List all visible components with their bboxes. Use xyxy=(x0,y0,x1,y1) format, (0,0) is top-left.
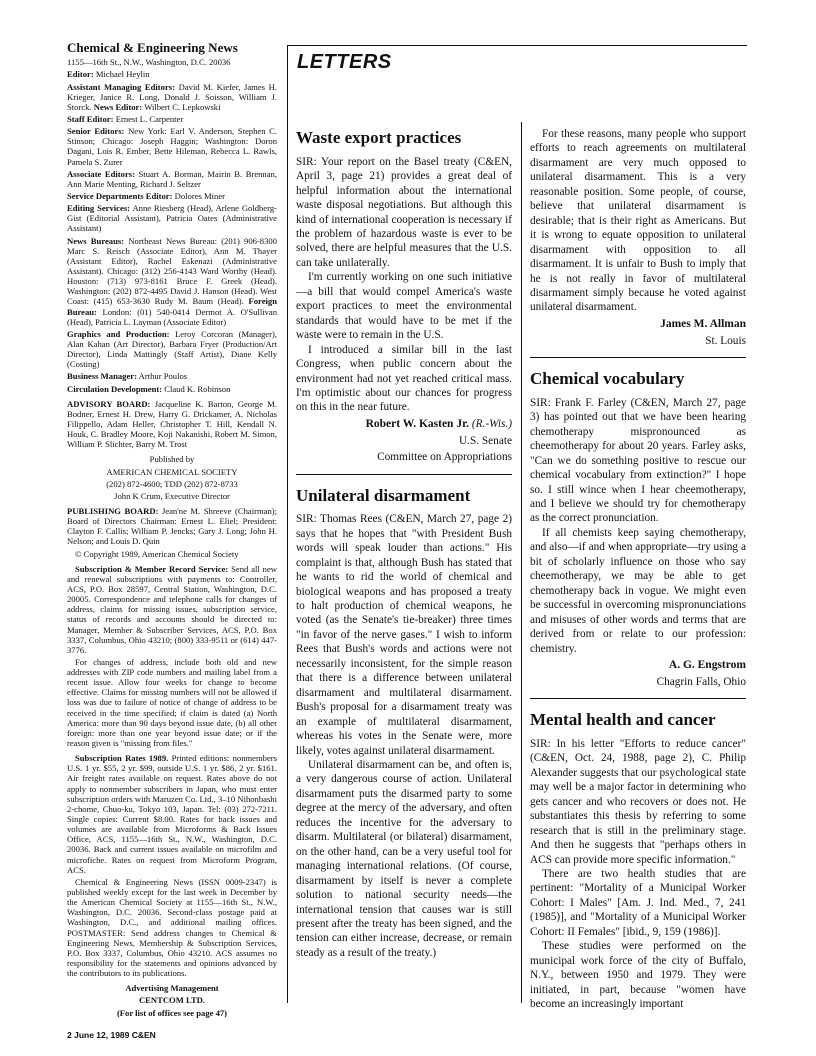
letter-title: Unilateral disarmament xyxy=(296,485,471,505)
author-affiliation: St. Louis xyxy=(705,334,746,347)
masthead-associate: Associate Editors: Stuart A. Borman, Mairin B. Brennan, Ann Marie Menting, Richard J. Seltzer xyxy=(67,168,277,189)
author-affiliation: Chagrin Falls, Ohio xyxy=(656,675,746,688)
masthead xyxy=(67,40,277,1020)
masthead-publishing: PUBLISHING BOARD: Jean'ne M. Shreeve (Chairman); Board of Directors Chairman: Ernest L. Eliel; President: Clayton F. Callis; William P. Jencks; Gary J. Long; John H. Nelson; and Louis D. Quin xyxy=(67,505,277,547)
letter-waste xyxy=(296,127,512,465)
letter-signature xyxy=(530,317,746,332)
masthead-service: Service Departments Editor: Dolores Miner xyxy=(67,191,225,202)
letters-column-1 xyxy=(296,127,512,960)
letter-title: Chemical vocabulary xyxy=(530,369,685,389)
masthead-editing: Editing Services: Anne Riesberg (Head), Arlene Goldberg-Gist (Editorial Assistant), Patricia Oates (Administrative Assistant) xyxy=(67,203,277,234)
letter-paragraph: Unilateral disarmament can be, and often is, a very dangerous course of action. Unilateral disarmament puts the disarmed party to some degree at the mercy of the adversary, and often reduces the incentive for the adversary to disarm. Multilateral (or bilateral) disarmament, on the other hand, can be a very useful tool for managing international relations. (Of course, disarmament by itself is never a complete solution to national security needs—the international tension that causes war is still present after the treaty has been signed, and the tension can either increase, decrease, or remain steady as a result of the treaty.) xyxy=(296,758,512,959)
masthead-senior: Senior Editors: New York: Earl V. Anderson, Stephen C. Stinson; Chicago: Joseph Haggin; Washington: Doron Dagani, Lois R. Ember, Bette Hileman, Rebecca L. Rawls, Pamela S. Zurer xyxy=(67,126,278,167)
masthead-circulation: Circulation Development: Claud K. Robinson xyxy=(67,383,231,394)
masthead-society-director: John K Crum, Executive Director xyxy=(114,490,230,501)
letter-paragraph: I introduced a similar bill in the last Congress, when public concern about the environment had not yet reached critical mass. I'm optimistic about our chances for progress on this in the near future. xyxy=(296,343,512,414)
column-divider-left xyxy=(287,45,288,1003)
author-party: (R.-Wis.) xyxy=(471,417,512,430)
masthead-change-address: For changes of address, include both old and new addresses with ZIP code numbers and mailing label from a recent issue. Allow four weeks for change to become effective. Claims for missing numbers will not be allowed if loss was due to failure of notice of change of address to be received in the time specified; if claim is dated (a) North America: more than 90 days beyond issue date, (b) all other foreign: more than one year beyond issue date; or if the reason given is "missing from files." xyxy=(67,656,277,749)
author-name: A. G. Engstrom xyxy=(668,658,746,671)
masthead-ad-note: (For list of offices see page 47) xyxy=(116,1007,228,1018)
masthead-subscription: Subscription & Member Record Service: Send all new and renewal subscriptions with payments to: Controller, ACS, P.O. Box 28597, Central Station, Washington, D.C. 20005. Correspondence and telephone calls for changes of address, claims for missing issues, subscription service, status of records and accounts should be directed to: Manager, Member & Subscriber Services, ACS, P.O. Box 3337, Columbus, Ohio 43210; (800) 333-9511 or (614) 447-3776. xyxy=(67,563,277,655)
section-title: LETTERS xyxy=(297,51,392,73)
masthead-graphics: Graphics and Production: Leroy Corcoran (Manager), Alan Kahan (Art Director), Barbara Fryer (Production/Art Director), Linda Mattingly (Staff Artist), Diane Kelly (Costing) xyxy=(67,328,277,370)
section-rule xyxy=(296,474,512,475)
letter-paragraph: SIR: Thomas Rees (C&EN, March 27, page 2) says that he hopes that "with President Bush words will speak louder than actions." His complaint is that, although Bush has stated that he wants to rid the world of chemical and biological weapons and has proposed a treaty to halt production of chemical weapons, he voted (as the Senate's tie-breaker) three times "in favor of the nerve gases." I wish to inform Rees that Bush's words and actions were not necessarily inconsistent, for the simple reason that there is a difference between unilateral disarmament and multilateral disarmament. Bush's proposal for a disarmament treaty was an example of multilateral disarmament, whereas his votes in the Senate were, more likely, votes against unilateral disarmament. xyxy=(296,513,512,757)
masthead-rates: Subscription Rates 1989. Printed editions: nonmembers U.S. 1 yr. $55, 2 yr. $99, outside U.S. 1 yr. $86, 2 yr. $161. Air freight rates available on request. Rates above do not apply to nonmember subscribers in Japan, who must enter subscription orders with Maruzen Co. Ltd., 3–10 Nihonbashi 2-chome, Chuo-ku, Tokyo 103, Japan. Tel: (03) 272-7211. Single copies: Current $8.00. Rates for back issues and volumes are available from Microforms & Back Issues Office, ACS, 1155—16th St., N.W., Washington, D.C. 20036. Back and current issues available on microfilm and microfiche. Rates on request from Microform Program, ACS. xyxy=(67,753,277,875)
letter-paragraph: These studies were performed on the municipal work force of the city of Buffalo, N.Y., between 1950 and 1979. They were initiated, in part, because "women have become an increasingly important xyxy=(530,940,746,1011)
letter-mental-health xyxy=(530,709,746,1011)
masthead-society: AMERICAN CHEMICAL SOCIETY xyxy=(106,466,238,477)
letter-paragraph: For these reasons, many people who support efforts to reach agreements on multilateral disarmament are very much opposed to unilateral disarmament. This is a very reasonable position. Some people, of course, believe that unilateral disarmament is desirable; that is their right as Americans. But it is wrong to equate opposition to unilateral disarmament with opposition to all disarmament. It is unfair to Bush to imply that he is not really in favor of multilateral disarmament simply because he voted against unilateral disarmament. xyxy=(530,128,746,314)
masthead-address: 1155—16th St., N.W., Washington, D.C. 20036 xyxy=(67,57,231,68)
author-affiliation: U.S. Senate xyxy=(458,434,512,447)
masthead-published-by: Published by xyxy=(149,454,195,465)
letter-paragraph: SIR: In his letter "Efforts to reduce cancer" (C&EN, Oct. 24, 1988, page 2), C. Philip Alexander suggests that our psychological state may well be a major factor in determining who gets cancer and who recovers or does not. He substantiates this thesis by referring to some research that is still in the preliminary stage. And then he suggests that "perhaps others in ACS can provide more specific information." xyxy=(530,737,746,866)
letter-paragraph: There are two health studies that are pertinent: "Mortality of a Municipal Worker Cohort: I Males" [Am. J. Ind. Med., 7, 241 (1985)], and "Mortality of a Municipal Worker Cohort: II Females" [ibid., 9, 159 (1986)]. xyxy=(530,867,746,938)
masthead-society-phone: (202) 872-4600; TDD (202) 872-8733 xyxy=(106,478,238,489)
masthead-issn: Chemical & Engineering News (ISSN 0009-2347) is published weekly except for the last week in December by the American Chemical Society at 1155—16th St., N.W., Washington, D.C. 20036. Second-class postage paid at Washington, D.C., and additional mailing offices. POSTMASTER: Send address changes to Chemical & Engineering News, Membership & Subscription Services, P.O. Box 3337, Columbus, Ohio 43210. ACS assumes no responsibility for the statements and opinions advanced by the contributors to its publications. xyxy=(67,876,277,979)
masthead-bureaus: News Bureaus: Northeast News Bureau: (201) 906-8300 Marc S. Reisch (Associate Editor), Ann M. Thayer (Assistant Editor), Rachel Eskenazi (Administrative Assistant). Chicago: (312) 256-4143 Ward Worthy (Head). Houston: (713) 973-8161 Bruce F. Greek (Head). Washington: (202) 872-4495 David J. Hanson (Head). West Coast: (415) 653-3630 Rudy M. Baum (Head). Foreign Bureau: London: (01) 540-0414 Dermot A. O'Sullivan (Head), Patricia L. Layman (Associate Editor) xyxy=(67,235,277,327)
column-divider-middle xyxy=(521,122,522,1003)
masthead-copyright: © Copyright 1989, American Chemical Society xyxy=(75,548,239,559)
letter-disarmament xyxy=(296,485,512,961)
author-name: James M. Allman xyxy=(660,317,746,330)
header-rule xyxy=(287,45,747,46)
author-affiliation: Committee on Appropriations xyxy=(377,451,512,464)
magazine-name: Chemical & Engineering News xyxy=(67,40,238,55)
letter-vocabulary xyxy=(530,368,746,689)
letter-paragraph: I'm currently working on one such initiative—a bill that would compel America's waste export practices to meet the environmental standards that would have to be met if the waste were to remain in the U.S. xyxy=(296,271,512,342)
masthead-ad-company: CENTCOM LTD. xyxy=(138,995,206,1006)
section-rule xyxy=(530,698,746,699)
letter-signature xyxy=(530,658,746,673)
masthead-advisory: ADVISORY BOARD: Jacqueline K. Barton, George M. Bodner, Ernest H. Drew, Harry G. Drickamer, A. Nicholas Filippello, Adam Heller, Christopher T. Hill, Kendall N. Houk, C. Bradley Moore, Koji Nakanishi, Robert M. Simon, William P. Slichter, Barry M. Trost xyxy=(67,398,277,450)
letter-signature xyxy=(296,417,512,432)
masthead-ame: Assistant Managing Editors: David M. Kiefer, James H. Krieger, Janice R. Long, Donald J. Soisson, William J. Storck. News Editor: Wilbert C. Lepkowski xyxy=(67,81,278,112)
masthead-ad-title: Advertising Management xyxy=(125,983,219,994)
letter-paragraph: SIR: Your report on the Basel treaty (C&EN, April 3, page 21) provides a great deal of helpful information about the international waste disposal negotiations. But although this kind of international cooperation is necessary if the problem of hazardous waste is ever to be solved, there are helpful measures that the U.S. can take unilaterally. xyxy=(296,155,512,269)
letter-disarmament-continued xyxy=(530,127,746,348)
page-footer: 2 June 12, 1989 C&EN xyxy=(67,1030,156,1040)
masthead-editor: Editor: Michael Heylin xyxy=(67,69,150,80)
section-rule xyxy=(530,357,746,358)
letter-paragraph: SIR: Frank F. Farley (C&EN, March 27, page 3) has pointed out that we have been hearing chemotherapy mispronounced as cheemotherapy for about 20 years. Farley asks, "Can we do something positive to rescue our chemical vocabulary from extinction?" I hope so. I still wince when I hear cheemotherapy, and I believe we should try for chemotherapy as the correct pronunciation. xyxy=(530,396,746,525)
masthead-business: Business Manager: Arthur Poulos xyxy=(67,371,188,382)
masthead-staff: Staff Editor: Ernest L. Carpenter xyxy=(67,114,184,125)
letter-title: Mental health and cancer xyxy=(530,710,716,730)
letter-paragraph: If all chemists keep saying chemotherapy, and also—if and when appropriate—try using a bit of scholarly influence on those who say cheemotherapy, we may be able to get chemotherapy back in vogue. We might even be successful in overcoming mispronunciations and misuses of other words and terms that are derived from or relate to our profession: chemistry. xyxy=(530,526,746,655)
letters-column-2 xyxy=(530,127,746,1012)
letter-title: Waste export practices xyxy=(296,128,462,147)
author-name: Robert W. Kasten Jr. xyxy=(365,417,469,430)
